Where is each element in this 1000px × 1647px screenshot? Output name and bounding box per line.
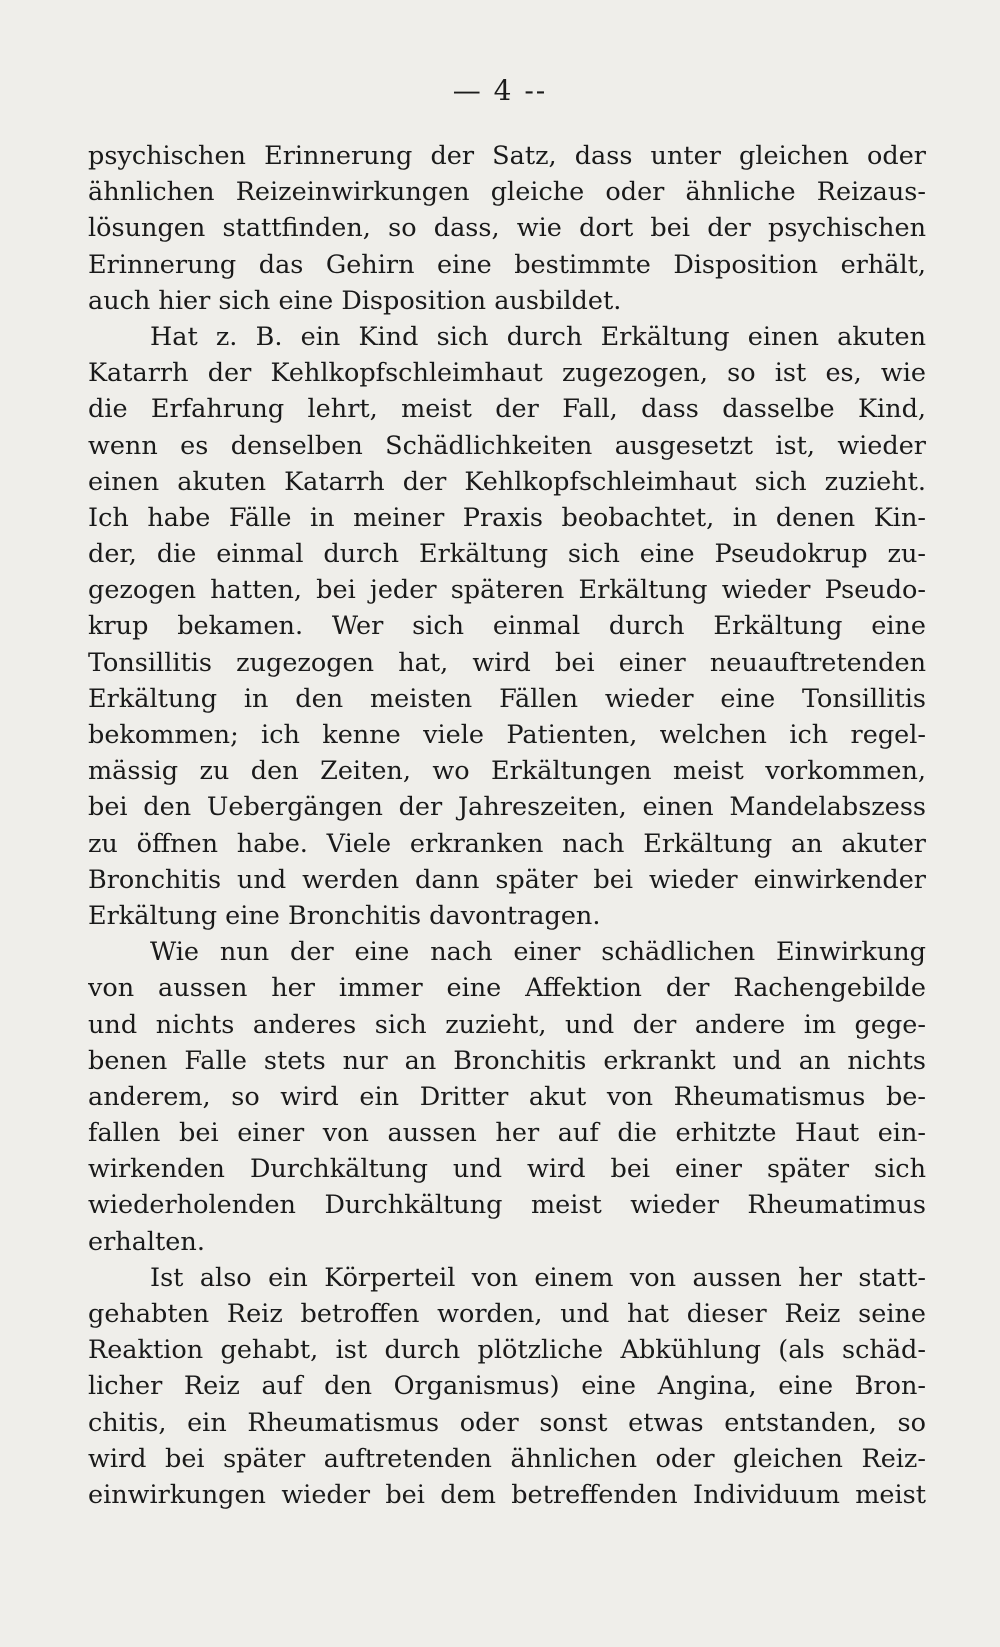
text-line: bei den Uebergängen der Jahreszeiten, einen Mandelabszess: [88, 792, 926, 823]
text-line: gezogen hatten, bei jeder späteren Erkältung wieder Pseudo-: [88, 575, 926, 606]
text-line: Erinnerung das Gehirn eine bestimmte Disposition erhält,: [88, 249, 926, 280]
text-line: benen Falle stets nur an Bronchitis erkrankt und an nichts: [88, 1045, 926, 1076]
text-line: die Erfahrung lehrt, meist der Fall, dass dasselbe Kind,: [88, 394, 926, 425]
text-line: wiederholenden Durchkältung meist wieder Rheumatimus: [88, 1190, 926, 1221]
text-line: Erkältung in den meisten Fällen wieder eine Tonsillitis: [88, 683, 926, 714]
text-line: lösungen stattfinden, so dass, wie dort bei der psychischen: [88, 213, 926, 244]
page-number: — 4 --: [452, 74, 548, 107]
text-line: Wie nun der eine nach einer schädlichen Einwirkung: [150, 937, 926, 968]
text-line: Ist also ein Körperteil von einem von aussen her statt-: [150, 1262, 926, 1293]
text-line: Reaktion gehabt, ist durch plötzliche Abkühlung (als schäd-: [88, 1335, 926, 1366]
text-line: wirkenden Durchkältung und wird bei einer später sich: [88, 1154, 926, 1185]
text-line: zu öffnen habe. Viele erkranken nach Erkältung an akuter: [88, 828, 926, 859]
text-line: und nichts anderes sich zuzieht, und der andere im gege-: [88, 1009, 926, 1040]
text-line: psychischen Erinnerung der Satz, dass unter gleichen oder: [88, 141, 926, 171]
text-line: auch hier sich eine Disposition ausbildet.: [88, 285, 622, 316]
text-line: licher Reiz auf den Organismus) eine Angina, eine Bron-: [88, 1371, 926, 1402]
text-line: Ich habe Fälle in meiner Praxis beobachtet, in denen Kin-: [88, 502, 926, 533]
text-line: Katarrh der Kehlkopfschleimhaut zugezogen, so ist es, wie: [88, 358, 926, 389]
text-line: der, die einmal durch Erkältung sich eine Pseudokrup zu-: [88, 539, 926, 570]
text-line: fallen bei einer von aussen her auf die erhitzte Haut ein-: [88, 1118, 926, 1149]
text-line: wird bei später auftretenden ähnlichen oder gleichen Reiz-: [88, 1443, 926, 1474]
text-line: mässig zu den Zeiten, wo Erkältungen meist vorkommen,: [88, 756, 926, 787]
text-line: einwirkungen wieder bei dem betreffenden Individuum meist: [88, 1479, 926, 1510]
text-line: gehabten Reiz betroffen worden, und hat dieser Reiz seine: [88, 1299, 926, 1329]
text-line: einen akuten Katarrh der Kehlkopfschleimhaut sich zuzieht.: [88, 466, 926, 497]
text-line: Bronchitis und werden dann später bei wieder einwirkender: [88, 864, 926, 895]
text-line: wenn es denselben Schädlichkeiten ausgesetzt ist, wieder: [88, 430, 926, 461]
text-line: chitis, ein Rheumatismus oder sonst etwas entstanden, so: [88, 1407, 926, 1438]
text-line: anderem, so wird ein Dritter akut von Rheumatismus be-: [88, 1081, 926, 1112]
text-line: ähnlichen Reizeinwirkungen gleiche oder ähnliche Reizaus-: [88, 177, 926, 208]
text-line: Hat z. B. ein Kind sich durch Erkältung einen akuten: [150, 321, 926, 352]
text-line: bekommen; ich kenne viele Patienten, welchen ich regel-: [88, 720, 926, 750]
text-line: Erkältung eine Bronchitis davontragen.: [88, 900, 601, 931]
text-line: Tonsillitis zugezogen hat, wird bei einer neuauftretenden: [88, 647, 926, 678]
text-line: krup bekamen. Wer sich einmal durch Erkältung eine: [88, 611, 926, 642]
body-text: [88, 138, 926, 1513]
text-line: von aussen her immer eine Affektion der Rachengebilde: [88, 973, 926, 1004]
text-line: erhalten.: [88, 1226, 205, 1257]
